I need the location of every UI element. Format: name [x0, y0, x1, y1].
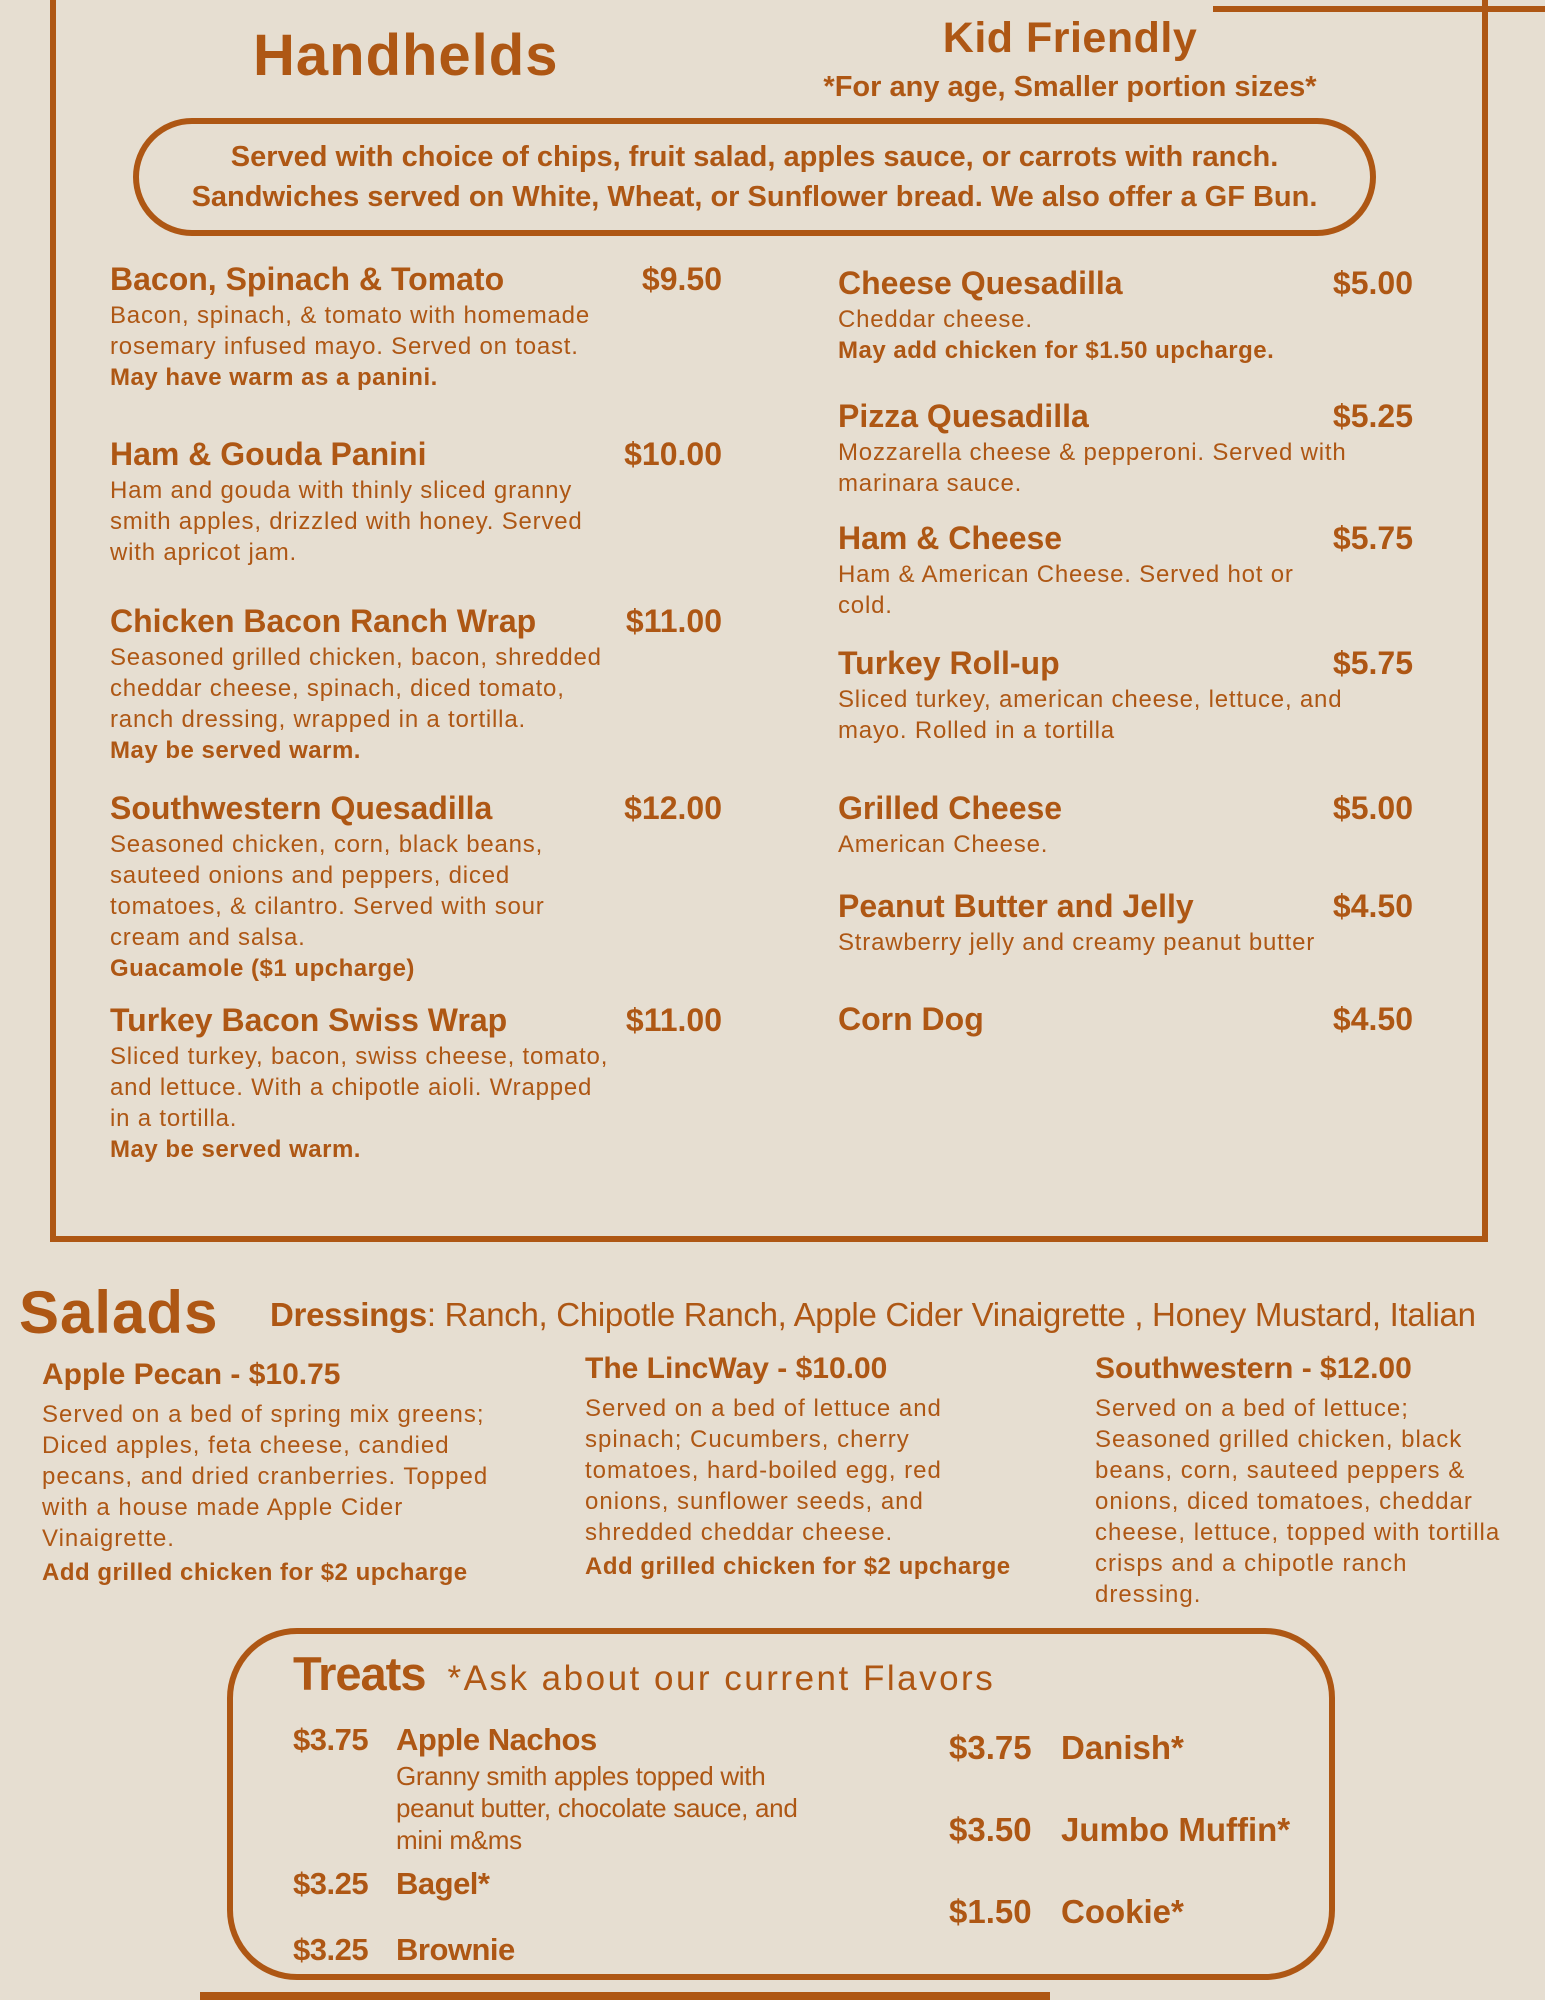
treats-header	[293, 1646, 995, 1701]
dressings-label: Dressings	[270, 1296, 427, 1333]
menu-item	[110, 262, 722, 393]
salad-item	[42, 1358, 492, 1588]
item-price: $5.25	[1332, 398, 1413, 434]
treat-row	[949, 1728, 1329, 1768]
treat-item	[293, 1930, 853, 1970]
treats-section-box	[227, 1628, 1335, 1980]
item-price: $12.00	[624, 790, 722, 826]
treat-item	[949, 1728, 1329, 1768]
item-name: Ham & Gouda Panini	[110, 436, 427, 472]
treat-row	[293, 1864, 853, 1904]
item-name: Cheese Quesadilla	[838, 265, 1123, 301]
item-price: $4.50	[1332, 1001, 1413, 1037]
menu-item-header	[110, 437, 722, 471]
treats-subtitle: *Ask about our current Flavors	[447, 1659, 996, 1698]
menu-item-header	[110, 791, 722, 825]
item-price: $5.00	[1332, 265, 1413, 301]
item-price: $10.00	[624, 436, 722, 472]
treats-right-column	[949, 1728, 1329, 1974]
item-name: Pizza Quesadilla	[838, 398, 1089, 434]
salads-title: Salads	[19, 1279, 219, 1346]
item-name: Bacon, Spinach & Tomato	[110, 261, 505, 297]
menu-item-header	[110, 262, 722, 296]
treat-item	[293, 1864, 853, 1904]
salad-note: Add grilled chicken for $2 upcharge	[585, 1553, 1011, 1580]
dressings-list: : Ranch, Chipotle Ranch, Apple Cider Vinaigrette , Honey Mustard, Italian	[426, 1296, 1476, 1333]
salad-name-price: Apple Pecan - $10.75	[42, 1358, 341, 1391]
menu-item-header	[838, 266, 1413, 300]
salad-description: Served on a bed of lettuce and spinach; Cucumbers, cherry tomatoes, hard-boiled egg, red onions, sunflower seeds, and shredded cheddar cheese.	[585, 1395, 942, 1546]
treat-row	[293, 1930, 853, 1970]
item-description: Seasoned chicken, corn, black beans, sauteed onions and peppers, diced tomatoes, & cilantro. Served with sour cream and salsa.	[110, 831, 545, 951]
item-description: Ham and gouda with thinly sliced granny smith apples, drizzled with honey. Served with apricot jam.	[110, 477, 583, 566]
salad-name-price: Southwestern - $12.00	[1095, 1352, 1412, 1385]
item-note: May add chicken for $1.50 upcharge.	[838, 337, 1275, 364]
treat-row	[949, 1810, 1329, 1850]
item-note: Guacamole ($1 upcharge)	[110, 955, 415, 982]
item-description: Ham & American Cheese. Served hot or cold.	[838, 561, 1294, 619]
salad-item	[1095, 1352, 1510, 1610]
treat-row	[949, 1892, 1329, 1932]
kid-friendly-header	[780, 14, 1360, 104]
item-description: Mozzarella cheese & pepperoni. Served with marinara sauce.	[838, 439, 1347, 497]
treat-item	[293, 1720, 853, 1856]
item-description: American Cheese.	[838, 831, 1049, 858]
treat-name: Jumbo Muffin*	[1061, 1811, 1291, 1848]
item-note: May be served warm.	[110, 1136, 361, 1163]
menu-item-header	[838, 521, 1413, 555]
item-description: Seasoned grilled chicken, bacon, shredded cheddar cheese, spinach, diced tomato, ranch dressing, wrapped in a tortilla.	[110, 644, 602, 733]
item-price: $5.00	[1332, 790, 1413, 826]
menu-item-header	[110, 604, 722, 638]
item-name: Chicken Bacon Ranch Wrap	[110, 603, 537, 639]
dressings-line	[270, 1296, 1476, 1334]
salad-description: Served on a bed of lettuce; Seasoned grilled chicken, black beans, corn, sauteed peppers & onions, diced tomatoes, cheddar cheese, lettuce, topped with tortilla crisps and a chipotle ranch dressing.	[1095, 1395, 1501, 1608]
item-price: $5.75	[1332, 520, 1413, 556]
item-description: Strawberry jelly and creamy peanut butter	[838, 929, 1316, 956]
kid-friendly-note: *For any age, Smaller portion sizes*	[823, 71, 1317, 103]
item-name: Peanut Butter and Jelly	[838, 888, 1194, 924]
item-price: $9.50	[641, 261, 722, 297]
menu-item	[110, 437, 722, 568]
salad-name-price: The LincWay - $10.00	[585, 1352, 888, 1385]
menu-item	[838, 889, 1413, 958]
item-price: $5.75	[1332, 645, 1413, 681]
salad-note: Add grilled chicken for $2 upcharge	[42, 1559, 468, 1586]
salad-item	[585, 1352, 1011, 1582]
served-note-line-1: Served with choice of chips, fruit salad, apples sauce, or carrots with ranch.	[230, 140, 1279, 173]
item-name: Grilled Cheese	[838, 790, 1063, 826]
treat-description: Granny smith apples topped with peanut butter, chocolate sauce, and mini m&ms	[396, 1761, 798, 1855]
menu-item	[838, 521, 1413, 621]
menu-item-header	[838, 399, 1413, 433]
item-name: Corn Dog	[838, 1001, 984, 1037]
item-description: Cheddar cheese.	[838, 306, 1033, 333]
menu-item	[838, 399, 1413, 499]
item-price: $11.00	[625, 603, 722, 639]
item-name: Turkey Bacon Swiss Wrap	[110, 1002, 508, 1038]
treat-name: Brownie	[396, 1932, 515, 1967]
treat-name: Cookie*	[1061, 1893, 1184, 1930]
item-name: Turkey Roll-up	[838, 645, 1060, 681]
item-name: Ham & Cheese	[838, 520, 1063, 556]
treat-item	[949, 1810, 1329, 1850]
handhelds-left-column	[110, 262, 722, 1165]
menu-item	[838, 646, 1413, 746]
item-name: Southwestern Quesadilla	[110, 790, 493, 826]
treats-title: Treats	[293, 1647, 426, 1700]
treat-name: Danish*	[1061, 1729, 1184, 1766]
treat-price: $3.50	[949, 1811, 1032, 1848]
menu-item	[110, 1003, 722, 1165]
item-note: May be served warm.	[110, 737, 361, 764]
treat-price: $3.75	[293, 1722, 369, 1757]
menu-item-header	[838, 646, 1413, 680]
handhelds-title: Handhelds	[253, 23, 559, 88]
cropped-border-top-right	[1213, 6, 1545, 12]
treat-item	[949, 1892, 1329, 1932]
item-description: Sliced turkey, american cheese, lettuce, and mayo. Rolled in a tortilla	[838, 686, 1343, 744]
served-note-line-2: Sandwiches served on White, Wheat, or Sunflower bread. We also offer a GF Bun.	[191, 180, 1318, 213]
cropped-border-bottom	[200, 1992, 1050, 2000]
item-description: Sliced turkey, bacon, swiss cheese, tomato, and lettuce. With a chipotle aioli. Wrapped in a tortilla.	[110, 1043, 609, 1132]
menu-item	[110, 604, 722, 766]
menu-item-header	[838, 1002, 1413, 1036]
treat-name: Bagel*	[396, 1866, 490, 1901]
treat-name: Apple Nachos	[396, 1722, 597, 1757]
kid-friendly-title: Kid Friendly	[942, 14, 1198, 62]
treat-price: $3.25	[293, 1932, 369, 1967]
menu-item-header	[838, 791, 1413, 825]
menu-item	[838, 266, 1413, 366]
treat-price: $3.25	[293, 1866, 369, 1901]
menu-item-header	[110, 1003, 722, 1037]
menu-item-header	[838, 889, 1413, 923]
treat-row	[293, 1720, 853, 1760]
item-description: Bacon, spinach, & tomato with homemade rosemary infused mayo. Served on toast.	[110, 302, 590, 360]
menu-item	[110, 791, 722, 984]
treat-price: $1.50	[949, 1893, 1032, 1930]
salad-description: Served on a bed of spring mix greens; Diced apples, feta cheese, candied pecans, and dried cranberries. Topped with a house made Apple Cider Vinaigrette.	[42, 1401, 489, 1552]
item-price: $4.50	[1332, 888, 1413, 924]
item-price: $11.00	[625, 1002, 722, 1038]
item-note: May have warm as a panini.	[110, 364, 438, 391]
treats-left-column	[293, 1720, 853, 1970]
served-with-note-box	[133, 118, 1376, 236]
kid-friendly-right-column	[838, 266, 1413, 1040]
treat-price: $3.75	[949, 1729, 1032, 1766]
salads-columns	[42, 1352, 1522, 1652]
menu-item	[838, 1002, 1413, 1036]
menu-item	[838, 791, 1413, 860]
